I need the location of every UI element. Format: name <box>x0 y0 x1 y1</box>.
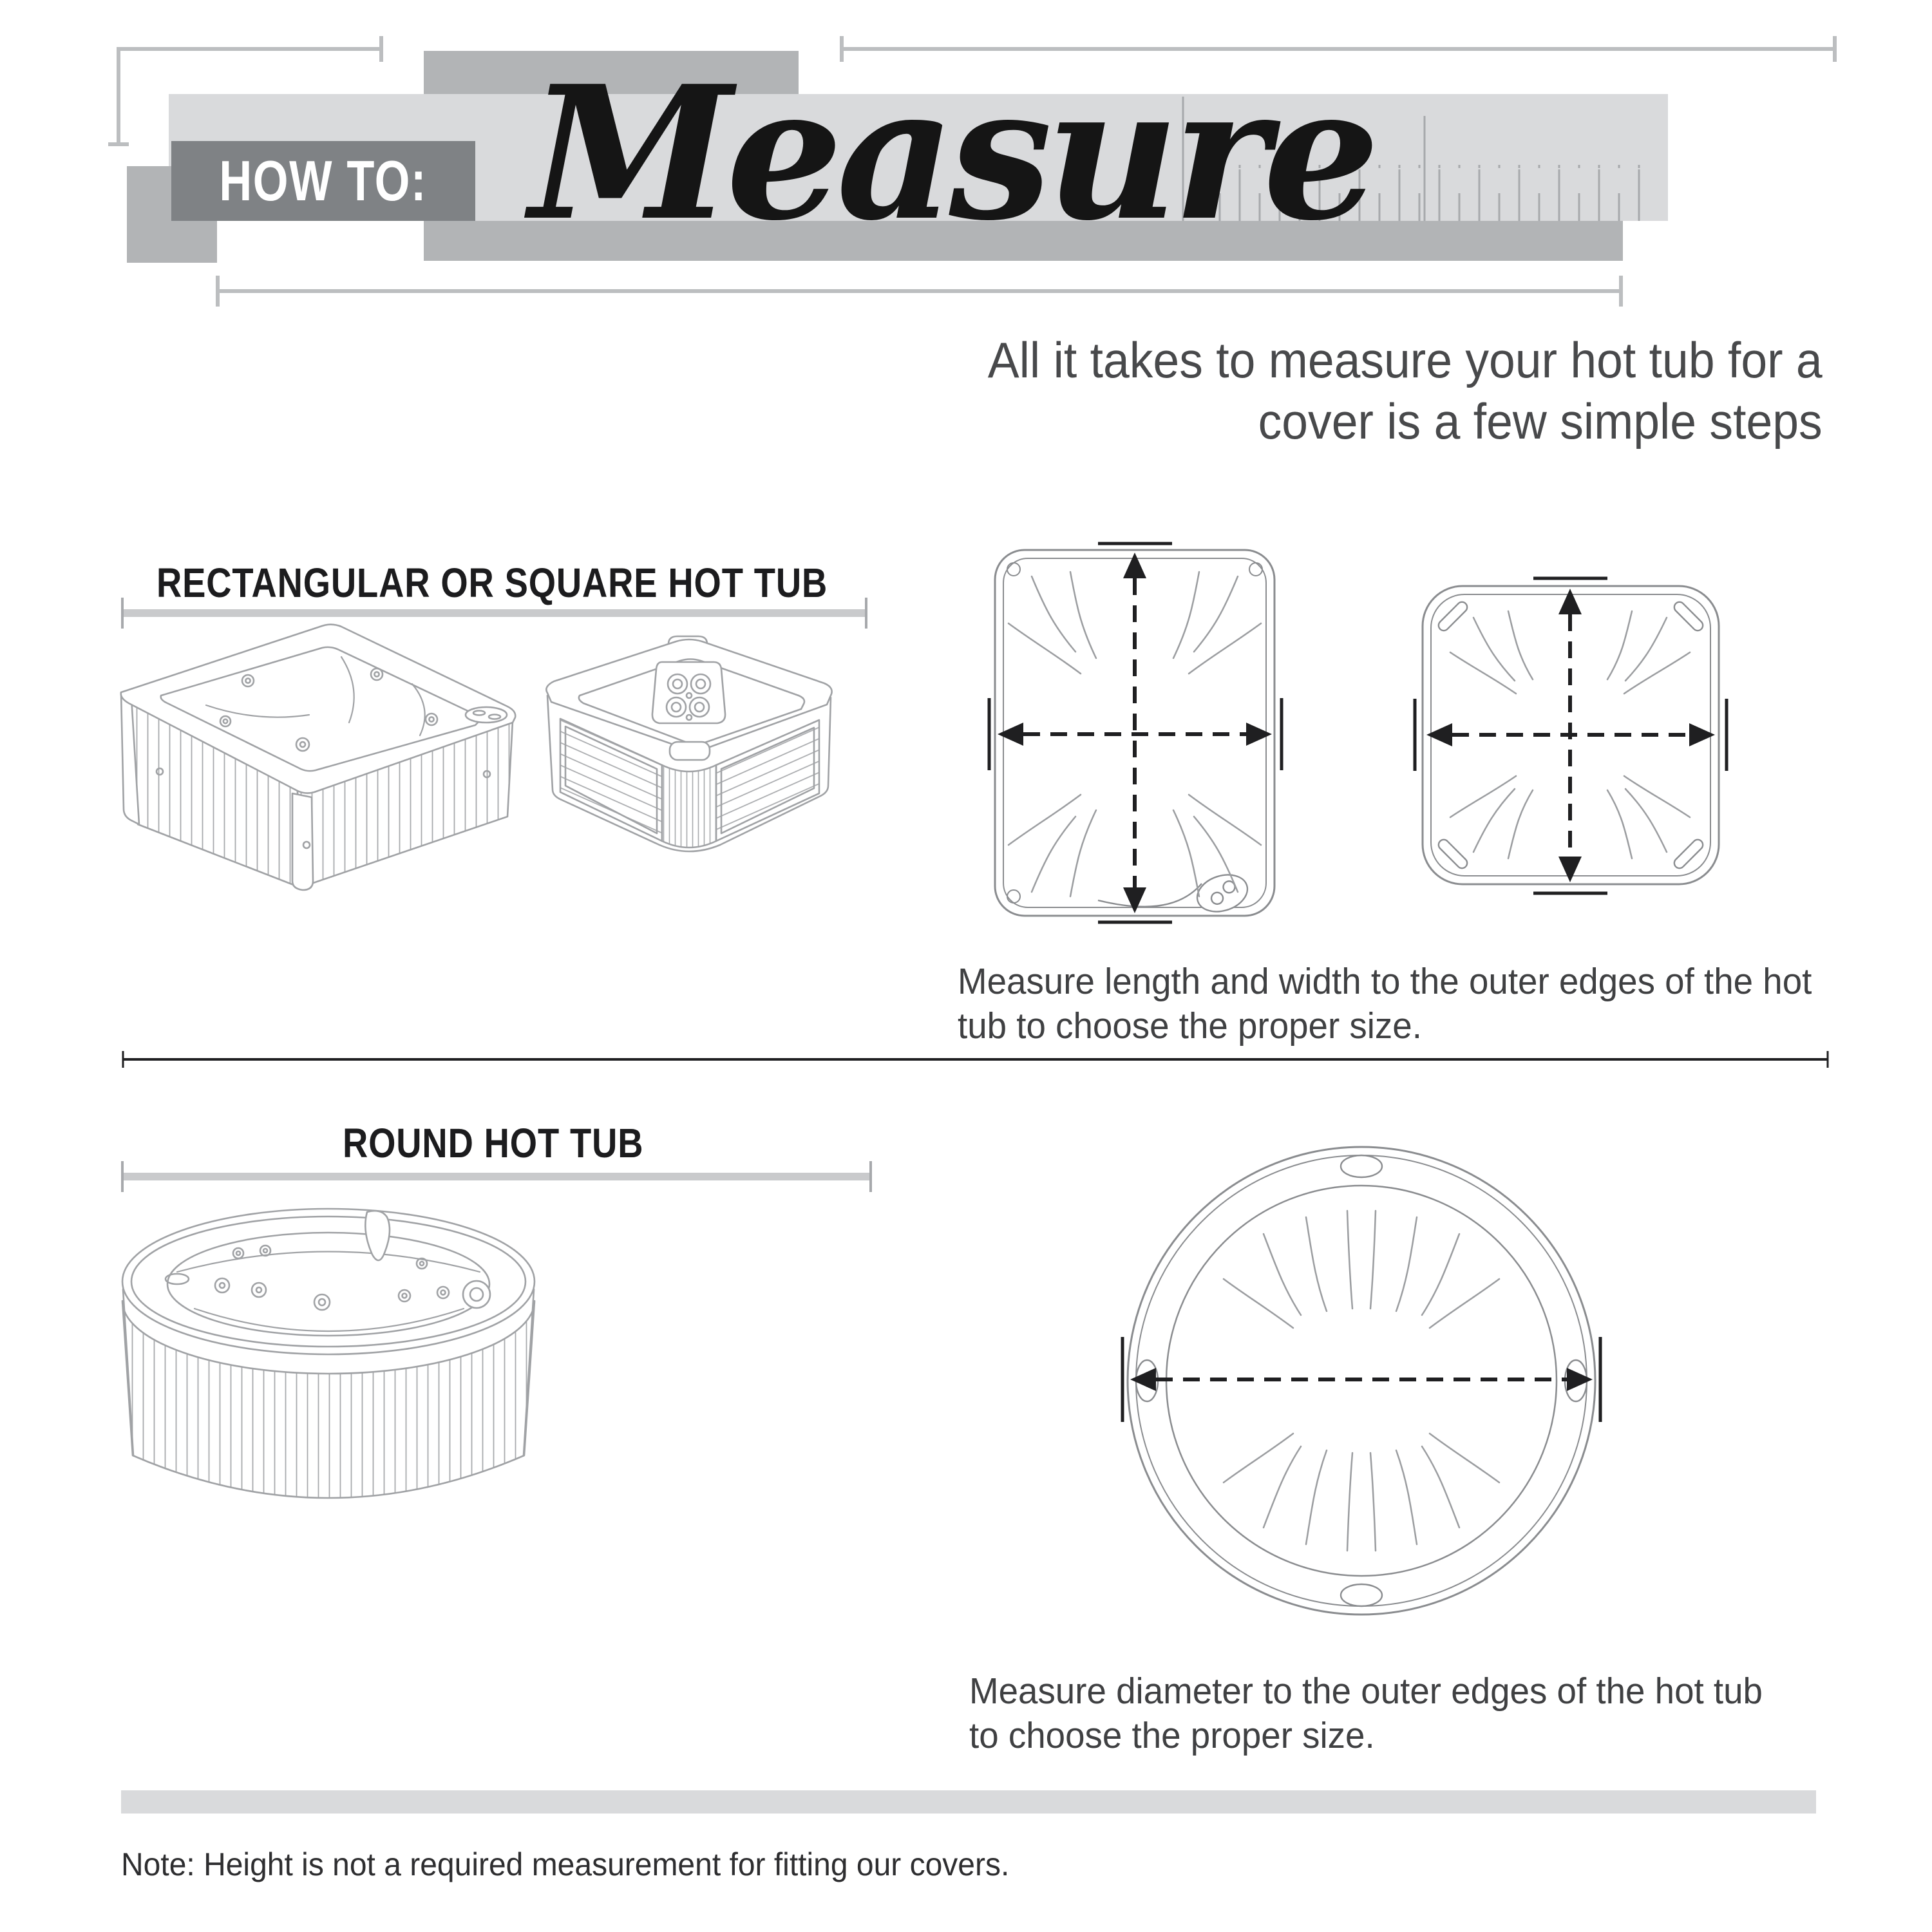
square-hot-tub-illustration <box>546 636 831 851</box>
square-cover-diagram <box>1415 578 1727 893</box>
rectangular-hot-tub-illustration <box>121 625 516 890</box>
header-bottom-dimension-line <box>218 276 1621 307</box>
header-corner-bracket <box>108 36 381 144</box>
rectangular-cover-diagram <box>989 544 1282 922</box>
section-divider-line <box>123 1051 1828 1068</box>
rect-section-heading: RECTANGULAR OR SQUARE HOT TUB <box>156 560 828 606</box>
round-cover-diagram <box>1122 1147 1600 1615</box>
footer-note: Note: Height is not a required measurement for fitting our covers. <box>121 1846 1010 1882</box>
how-to-kicker-label: HOW TO: <box>219 149 428 213</box>
caption-line-1: Measure length and width to the outer edges of the hot <box>958 961 1812 1002</box>
round-hot-tub-illustration <box>122 1209 535 1498</box>
subtitle-line-2: cover is a few simple steps <box>1258 393 1823 450</box>
subtitle-line-1: All it takes to measure your hot tub for a <box>988 332 1823 388</box>
caption-line-1: Measure diameter to the outer edges of the hot tub <box>969 1671 1763 1712</box>
round-section-heading: ROUND HOT TUB <box>343 1120 644 1166</box>
caption-line-2: tub to choose the proper size. <box>958 1005 1422 1046</box>
page-subtitle <box>988 330 1823 452</box>
page-title: Measure <box>529 46 1374 261</box>
rect-section-caption <box>958 960 1812 1048</box>
round-section-caption <box>969 1669 1763 1758</box>
how-to-kicker-box <box>171 141 475 221</box>
caption-line-2: to choose the proper size. <box>969 1715 1375 1756</box>
